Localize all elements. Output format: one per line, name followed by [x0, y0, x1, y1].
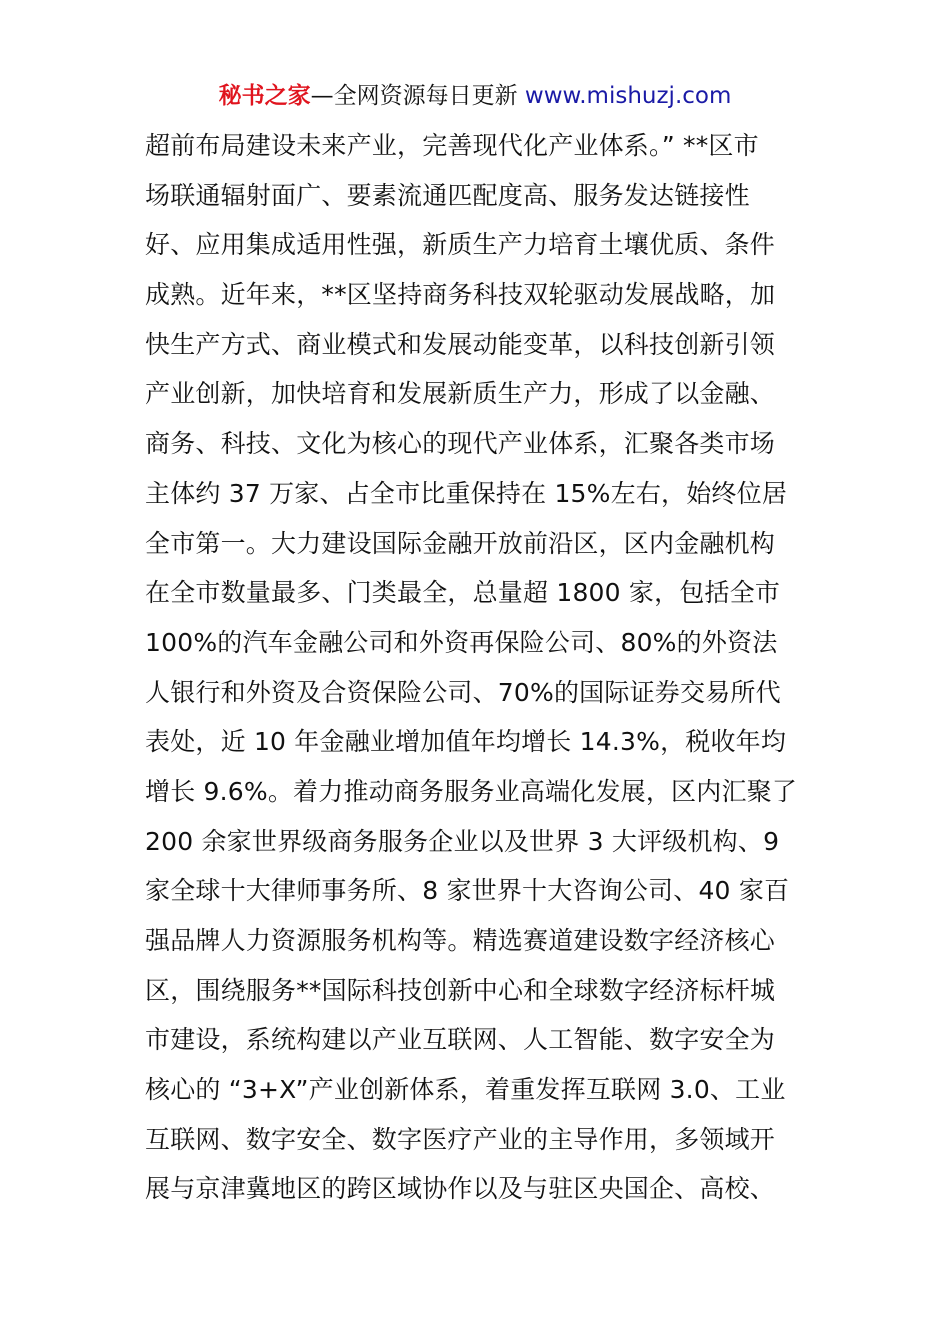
site-brand: 秘书之家: [218, 83, 311, 109]
text-line: 快生产方式、商业模式和发展动能变革，以科技创新引领: [145, 329, 776, 359]
text-line: 场联通辐射面广、要素流通匹配度高、服务发达链接性: [145, 180, 750, 210]
text-line: 增长 9.6%。着力推动商务服务业高端化发展，区内汇聚了: [145, 776, 798, 806]
document-body: [145, 121, 825, 1214]
text-line: 市建设，系统构建以产业互联网、人工智能、数字安全为: [145, 1025, 776, 1055]
text-line: 在全市数量最多、门类最全，总量超 1800 家，包括全市: [145, 578, 781, 608]
text-line: 好、应用集成适用性强，新质生产力培育土壤优质、条件: [145, 230, 776, 260]
text-line: 超前布局建设未来产业，完善现代化产业体系。” **区市: [145, 131, 759, 160]
text-line: 人银行和外资及合资保险公司、70%的国际证券交易所代: [145, 677, 781, 707]
text-line: 商务、科技、文化为核心的现代产业体系，汇聚各类市场: [145, 429, 776, 459]
site-url[interactable]: www.mishuzj.com: [517, 83, 732, 109]
text-line: 成熟。近年来，**区坚持商务科技双轮驱动发展战略，加: [145, 280, 776, 310]
site-tagline: —全网资源每日更新: [310, 83, 518, 109]
text-line: 表处，近 10 年金融业增加值年均增长 14.3%，税收年均: [145, 727, 787, 757]
text-line: 区，围绕服务**国际科技创新中心和全球数字经济标杆城: [145, 975, 776, 1005]
text-line: 产业创新，加快培育和发展新质生产力，形成了以金融、: [145, 379, 776, 409]
text-line: 核心的 “3+X”产业创新体系，着重发挥互联网 3.0、工业: [145, 1075, 786, 1105]
text-line: 全市第一。大力建设国际金融开放前沿区，区内金融机构: [145, 528, 776, 558]
site-header: [0, 80, 950, 112]
text-line: 强品牌人力资源服务机构等。精选赛道建设数字经济核心: [145, 926, 776, 955]
text-line: 200 余家世界级商务服务企业以及世界 3 大评级机构、9: [145, 826, 780, 856]
text-line: 互联网、数字安全、数字医疗产业的主导作用，多领域开: [145, 1124, 776, 1154]
text-line: 展与京津冀地区的跨区域协作以及与驻区央国企、高校、: [145, 1174, 776, 1204]
text-line: 家全球十大律师事务所、8 家世界十大咨询公司、40 家百: [145, 876, 790, 906]
text-line: 主体约 37 万家、占全市比重保持在 15%左右，始终位居: [145, 478, 788, 508]
text-line: 100%的汽车金融公司和外资再保险公司、80%的外资法: [145, 627, 778, 657]
